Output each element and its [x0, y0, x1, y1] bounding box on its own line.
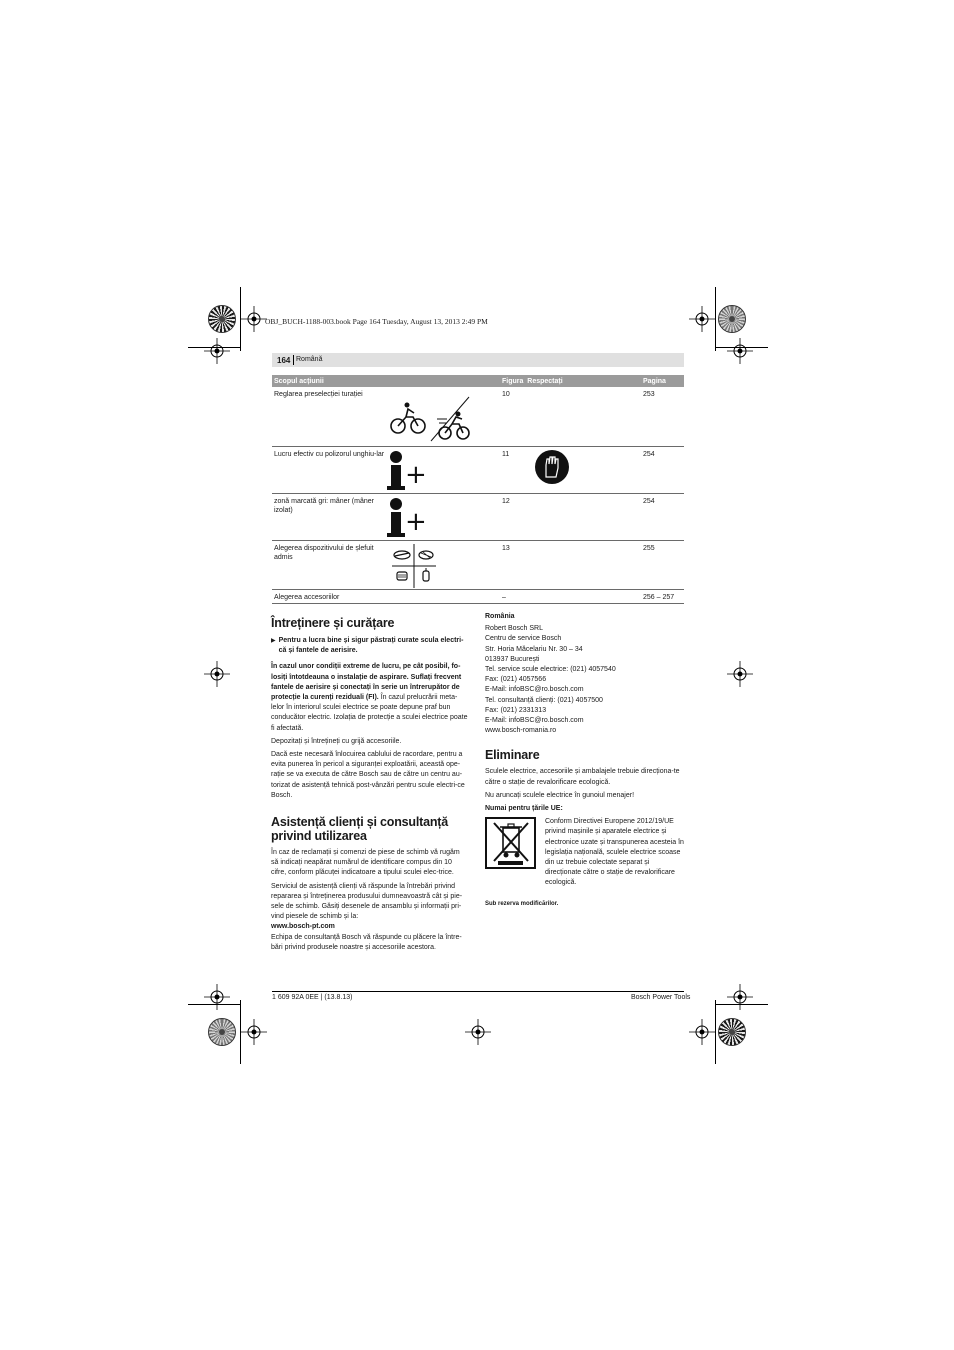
contact-line: Str. Horia Măcelariu Nr. 30 – 34: [485, 645, 583, 653]
crop-mark: [715, 287, 716, 351]
contact-line: Tel. service scule electrice: (021) 4057540: [485, 666, 616, 674]
contact-line: 013937 București: [485, 655, 540, 663]
section-title-service: Asistență clienți și consultanță privind utilizarea: [271, 815, 448, 844]
service-url-link[interactable]: www.bosch-pt.com: [271, 923, 335, 931]
contact-line: www.bosch-romania.ro: [485, 727, 557, 735]
page-language: Română: [296, 356, 323, 363]
column-header: Pagina: [641, 375, 684, 387]
bicycle-speed-icon: [389, 393, 498, 446]
table-cell-action: Alegerea accesoriilor: [272, 590, 500, 604]
reserve-note: Sub rezerva modificărilor.: [485, 900, 559, 907]
table-row: [272, 494, 684, 541]
paragraph: Depozitați și întrețineți cu grijă accesoriile.: [271, 737, 402, 745]
paragraph: În cazul unor condiții extreme de lucru, pe cât posibil, fo-losiți întotdeauna o instalație de aspirare. Suflați frecvent fantele de aerisire și conectați în serie un întrerupător de protecție la curenți reziduali (FI). În cazul prelucrării meta-lelor în interiorul sculei electrice se poate depune praf bun conducător electric. Izolația de protecție a sculei electrice poate fi afectată.: [271, 663, 468, 732]
paragraph: În caz de reclamații și comenzi de piese de schimb vă rugăm să indicați neapărat numărul de identificare compus din 10 cifre, conform plăcuței indicatoare a tipului sculei elec-trice.: [271, 849, 460, 877]
table-cell-action: Reglarea preselecției turației: [274, 391, 363, 398]
bullet-text: Pentru a lucra bine și sigur păstrați curate scula electri-că și fantele de aerisire.: [278, 637, 464, 655]
footer-brand: Bosch Power Tools: [631, 994, 691, 1001]
contact-line: Fax: (021) 4057566: [485, 676, 547, 684]
left-column: [271, 612, 468, 953]
registration-mark-icon: [241, 1019, 267, 1045]
registration-mark-icon: [689, 306, 715, 332]
color-rose-icon: [718, 305, 746, 333]
table-cell-page: 255: [641, 541, 684, 590]
footer-doc-id: 1 609 92A 0EE | (13.8.13): [272, 994, 353, 1001]
registration-mark-icon: [241, 306, 267, 332]
section-title-disposal: Eliminare: [485, 748, 540, 763]
weee-block: [485, 817, 685, 888]
contact-line: E-Mail: infoBSC@ro.bosch.com: [485, 717, 584, 725]
table-cell-page: 254: [641, 447, 684, 494]
header-divider: [293, 355, 294, 365]
table-cell-page: 256 – 257: [641, 590, 684, 604]
contact-line: Tel. consultanță clienți: (021) 4057500: [485, 696, 603, 704]
print-slug: OBJ_BUCH-1188-003.book Page 164 Tuesday, August 13, 2013 2:49 PM: [265, 317, 488, 326]
bullet-item: [271, 636, 468, 656]
table-cell-page: 253: [641, 387, 684, 447]
table-header-row: [272, 375, 684, 387]
paragraph: Serviciul de asistență clienți vă răspunde la întrebări privind repararea și întreținerea produsului dumneavoastră cât și pie-sele de schimb. Găsiți desenele de ansamblu și informații pri-vind piesele de schimb și la:: [271, 882, 463, 921]
footer-rule: [272, 991, 684, 992]
section-title-maintenance: Întreținere și curățare: [271, 616, 395, 630]
color-rose-icon: [208, 1018, 236, 1046]
paragraph: Echipa de consultanță Bosch vă răspunde cu plăcere la între-bări privind produsele noastre și accesoriile acestora.: [271, 933, 462, 951]
contact-line: Centru de service Bosch: [485, 635, 562, 643]
table-row: [272, 590, 684, 604]
registration-mark-icon: [465, 1019, 491, 1045]
contact-line: Fax: (021) 2331313: [485, 706, 547, 714]
grinding-tools-icon: [390, 544, 438, 591]
registration-mark-icon: [204, 338, 230, 364]
column-header: Scopul acțiunii: [272, 375, 500, 387]
protective-gloves-icon: [535, 450, 569, 484]
table-cell-page: 254: [641, 494, 684, 541]
table-row: [272, 387, 684, 447]
paragraph: Nu aruncați sculele electrice în gunoiul menajer!: [485, 791, 635, 799]
table-cell-action: zonă marcată gri: mâner (mâner izolat): [274, 498, 374, 514]
eu-label: Numai pentru țările UE:: [485, 805, 563, 813]
registration-mark-icon: [204, 661, 230, 687]
table-row: [272, 447, 684, 494]
table-cell-action: Lucru efectiv cu polizorul unghiu-lar: [274, 451, 385, 458]
contact-line: Robert Bosch SRL: [485, 625, 543, 633]
table-cell-figure: 11: [502, 451, 510, 458]
weee-crossed-bin-icon: [485, 817, 536, 869]
contact-country: România: [485, 613, 515, 620]
info-plus-icon: +: [387, 496, 431, 540]
registration-mark-icon: [727, 338, 753, 364]
registration-mark-icon: [727, 661, 753, 687]
paragraph: Dacă este necesară înlocuirea cablului de racordare, pentru a evita punerea în pericol a siguranței exploatării, această ope-rație se va executa de către Bosch sau de către un centru au-torizat de asistență tehnică post-vânzări pentru scule electri-ce Bosch.: [271, 751, 465, 799]
paragraph: Sculele electrice, accesoriile și ambalajele trebuie direcționa-te către o stație de revalorificare ecologică.: [485, 768, 680, 786]
page-number: 164: [277, 356, 291, 365]
table-row: [272, 541, 684, 590]
table-cell-action: Alegerea dispozitivului de șlefuit admis: [274, 545, 374, 561]
right-column: [485, 612, 685, 909]
table-cell-figure: –: [500, 590, 641, 604]
color-rose-icon: [718, 1018, 746, 1046]
info-plus-icon: +: [387, 449, 431, 493]
crop-mark: [715, 1000, 716, 1064]
table-cell-figure: 12: [500, 494, 641, 541]
registration-mark-icon: [689, 1019, 715, 1045]
eu-text: Conform Directivei Europene 2012/19/UE privind mașinile și aparatele electrice și electronice uzate și transpunerea acesteia în legislația națională, sculele electrice scoase din uz trebuie colectate separat și direcționate către o stație de revalorificare ecologică.: [545, 818, 684, 887]
page-header-bar: [272, 353, 684, 367]
contact-line: E-Mail: infoBSC@ro.bosch.com: [485, 686, 584, 694]
registration-mark-icon: [204, 984, 230, 1010]
color-rose-icon: [208, 305, 236, 333]
table-cell-figure: 13: [500, 541, 641, 590]
action-table: [272, 375, 684, 604]
table-cell-figure: 10: [500, 387, 641, 447]
column-header: Figura Respectați: [500, 375, 641, 387]
bullet-triangle-icon: ▶: [271, 638, 276, 644]
registration-mark-icon: [727, 984, 753, 1010]
